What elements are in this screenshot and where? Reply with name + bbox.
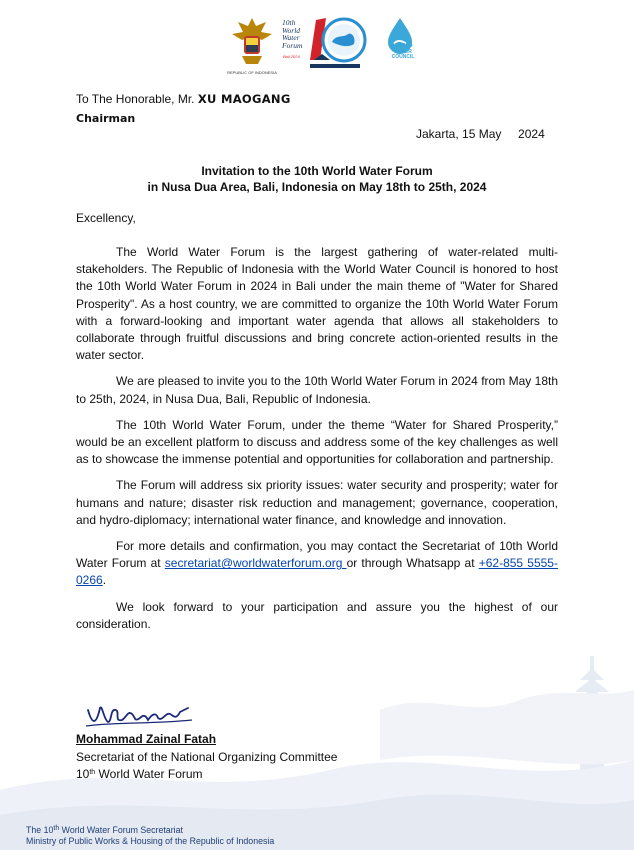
- paragraph-intro: The World Water Forum is the largest gathering of water-related multi-stakeholders. The Republic of Indonesia with the World Water Council is honored to host the 10th World Water Forum in 2024 in Bali under the main theme of "Water for Shared Prosperity". As a host country, we are committed to organize the 10th World Water Forum with a forward-looking and important water agenda that allows all stakeholders to collaborate through fruitful discussions and bring concrete action-oriented results in the water sector.: [76, 245, 558, 363]
- forum-logo-sub: Bali 2024: [283, 54, 300, 59]
- phone-link[interactable]: +62-855 5555-0266: [76, 556, 558, 588]
- footer-line-1: The 10th World Water Forum Secretariat: [26, 825, 183, 835]
- email-link[interactable]: secretariat@worldwaterforum.org: [164, 556, 347, 571]
- footer: [26, 825, 274, 847]
- recipient-title: Chairman: [76, 112, 136, 125]
- subject-line-1: Invitation to the 10th World Water Forum: [201, 164, 433, 178]
- emblem-caption: REPUBLIC OF INDONESIA: [227, 70, 277, 75]
- signer-name: Mohammad Zainal Fatah: [76, 732, 217, 746]
- header-logos: [0, 14, 634, 75]
- letter-body: [76, 244, 558, 642]
- recipient-line: [76, 92, 291, 106]
- paragraph-theme: The 10th World Water Forum, under the theme “Water for Shared Prosperity,” would be an excellent platform to discuss and address some of the key challenges as well as to showcase the immense potential and opportunities for collaboration and partnership.: [76, 417, 558, 467]
- recipient-name: XU MAOGANG: [197, 92, 291, 106]
- signer-block: [76, 731, 337, 784]
- handwritten-signature: [84, 700, 194, 730]
- letter-subject: [76, 163, 558, 195]
- footer-line-2: Ministry of Public Works & Housing of the Republic of Indonesia: [26, 836, 275, 846]
- garuda-emblem-icon: [228, 14, 276, 68]
- paragraph-invitation: We are pleased to invite you to the 10th World Water Forum in 2024 from May 18th to 25th, 2024, in Nusa Dua, Bali, Republic of Indonesia.: [76, 374, 558, 406]
- recipient-prefix: To The Honorable, Mr.: [76, 92, 195, 106]
- signer-forum: 10th World Water Forum: [76, 767, 203, 781]
- paragraph-contact: For more details and confirmation, you may contact the Secretariat of 10th World Water Forum at secretariat@worldwaterforum.org or through Whatsapp at +62-855 5555-0266.: [76, 539, 558, 588]
- forum-logo-text: 10th World Water Forum: [282, 18, 303, 50]
- letter-date: Jakarta, 15 May 2024: [416, 127, 545, 141]
- signer-role: Secretariat of the National Organizing Committee: [76, 749, 338, 764]
- council-logo-text: WORLD WATER COUNCIL: [391, 43, 415, 60]
- salutation: Excellency,: [76, 211, 136, 225]
- subject-line-2: in Nusa Dua Area, Bali, Indonesia on May 18th to 25th, 2024: [147, 180, 487, 194]
- world-water-forum-logo-icon: [300, 14, 372, 74]
- paragraph-priorities: The Forum will address six priority issues: water security and prosperity; water for humans and nature; disaster risk reduction and management; governance, cooperation, and hydro-diplomacy; international water finance, and knowledge and innovation.: [76, 478, 558, 527]
- paragraph-closing: We look forward to your participation and assure you the highest of our consideration.: [76, 599, 558, 631]
